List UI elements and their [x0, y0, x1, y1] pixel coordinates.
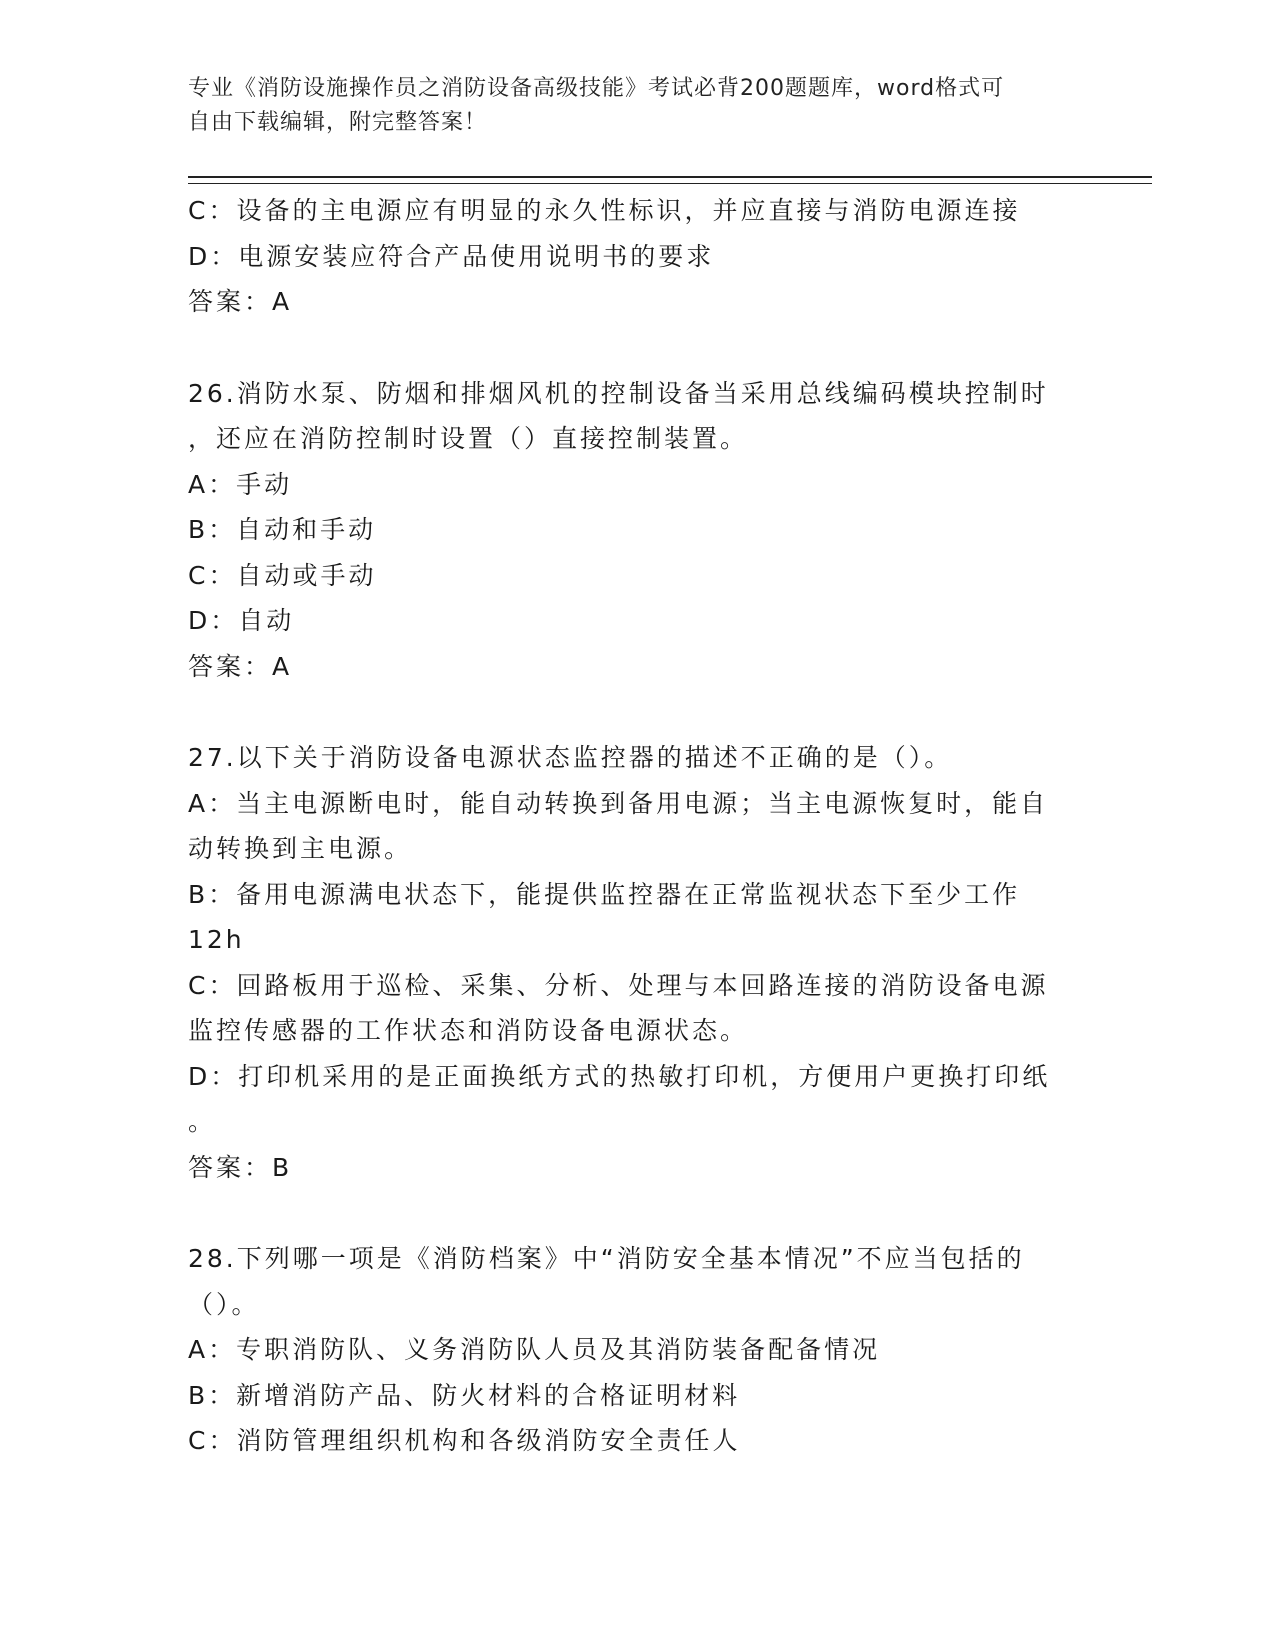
- header-divider: [188, 176, 1152, 184]
- q28-stem-line-1: 28.下列哪一项是《消防档案》中“消防安全基本情况”不应当包括的: [188, 1244, 1025, 1273]
- q28-stem-line-2: （）。: [188, 1289, 260, 1319]
- question-25-tail: [188, 188, 1078, 325]
- q26-option-b: B：自动和手动: [188, 515, 377, 544]
- q27-option-b-line-2: 12h: [188, 925, 245, 954]
- q28-option-c: C：消防管理组织机构和各级消防安全责任人: [188, 1426, 741, 1455]
- q27-option-a-line-2: 动转换到主电源。: [188, 834, 413, 863]
- question-26: [188, 371, 1078, 690]
- q27-stem: 27.以下关于消防设备电源状态监控器的描述不正确的是（）。: [188, 743, 953, 772]
- spacer: [188, 325, 1078, 371]
- spacer: [188, 689, 1078, 735]
- page-header: [188, 72, 1068, 140]
- q25-option-d: D：电源安装应符合产品使用说明书的要求: [188, 241, 715, 271]
- header-line-1: 专业《消防设施操作员之消防设备高级技能》考试必背200题题库，word格式可: [188, 76, 1005, 101]
- question-28: [188, 1236, 1078, 1464]
- q26-answer: 答案：A: [188, 651, 293, 681]
- header-line-2: 自由下载编辑，附完整答案！: [188, 110, 488, 135]
- q27-option-c-line-1: C：回路板用于巡检、采集、分析、处理与本回路连接的消防设备电源: [188, 970, 1049, 1000]
- q26-option-c: C：自动或手动: [188, 560, 377, 590]
- q27-option-b-line-1: B：备用电源满电状态下，能提供监控器在正常监视状态下至少工作: [188, 879, 1021, 909]
- q26-option-d: D：自动: [188, 606, 295, 635]
- q27-option-c-line-2: 监控传感器的工作状态和消防设备电源状态。: [188, 1016, 749, 1045]
- q27-option-d-line-1: D：打印机采用的是正面换纸方式的热敏打印机，方便用户更换打印纸: [188, 1061, 1051, 1091]
- q27-answer: 答案：B: [188, 1152, 293, 1182]
- q25-answer: 答案：A: [188, 287, 293, 316]
- q28-option-a: A：专职消防队、义务消防队人员及其消防装备配备情况: [188, 1335, 881, 1364]
- q25-option-c: C：设备的主电源应有明显的永久性标识，并应直接与消防电源连接: [188, 196, 1021, 225]
- question-27: [188, 735, 1078, 1190]
- spacer: [188, 1190, 1078, 1236]
- q27-option-a-line-1: A：当主电源断电时，能自动转换到备用电源；当主电源恢复时，能自: [188, 788, 1049, 818]
- question-content: [188, 188, 1078, 1464]
- q28-option-b: B：新增消防产品、防火材料的合格证明材料: [188, 1380, 741, 1410]
- q27-option-d-line-2: 。: [188, 1107, 217, 1136]
- q26-option-a: A：手动: [188, 469, 293, 499]
- q26-stem-line-2: ，还应在消防控制时设置（）直接控制装置。: [188, 424, 749, 453]
- q26-stem-line-1: 26.消防水泵、防烟和排烟风机的控制设备当采用总线编码模块控制时: [188, 378, 1049, 408]
